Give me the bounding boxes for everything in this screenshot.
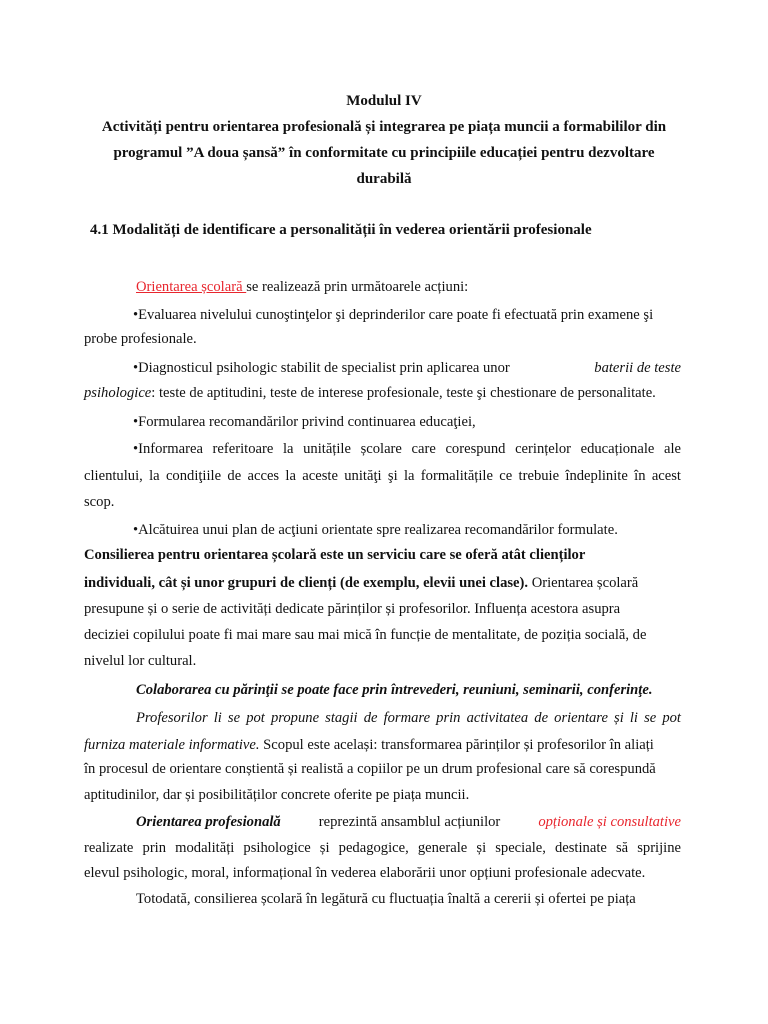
consilierea-line-5: nivelul lor cultural. [84, 653, 197, 669]
profesorilor-line-4: aptitudinilor, dar și posibilităților concrete oferite pe piața muncii. [84, 787, 470, 803]
profesorilor-line-2: furniza materiale informative. Scopul este același: transformarea părinților și profesorilor în aliați [84, 737, 654, 753]
title-line-2: programul ”A doua șansă” în conformitate cu principiile educației pentru dezvoltare [113, 145, 655, 161]
bullet-informare-line-1: •Informarea referitoare la unitățile școlare care corespund cerințelor educaționale ale [133, 441, 681, 457]
bullet-evaluare-line-2: probe profesionale. [84, 331, 197, 347]
bullet-diagnostic-line-1: •Diagnosticul psihologic stabilit de specialist prin aplicarea unor baterii de teste [133, 360, 681, 376]
bullet-evaluare-line-1: •Evaluarea nivelului cunoştinţelor şi deprinderilor care poate fi efectuată prin examene şi [133, 307, 654, 323]
profesorilor-line-3: în procesul de orientare conștientă și realistă a copiilor pe un drum profesional care să corespundă [84, 761, 656, 777]
consilierea-line-1: Consilierea pentru orientarea școlară este un serviciu care se oferă atât clienților [84, 547, 586, 563]
consilierea-line-3: presupune și o serie de activități dedicate părinților și profesorilor. Influența acestora asupra [84, 601, 621, 617]
module-title: Modulul IV [346, 93, 422, 109]
section-heading: 4.1 Modalități de identificare a personalității în vederea orientării profesionale [90, 222, 592, 238]
intro-text: se realizează prin următoarele acțiuni: [246, 279, 469, 295]
consilierea-line-2: individuali, cât și unor grupuri de clienți (de exemplu, elevii unei clase). Orientarea școlară [84, 575, 639, 591]
orientarea-profesionala-line-1: Orientarea profesională reprezintă ansamblul acțiunilor opționale și consultative [136, 814, 681, 830]
consilierea-line-4: deciziei copilului poate fi mai mare sau mai mică în funcție de mentalitate, de poziția socială, de [84, 627, 647, 643]
optionale-si-consultative: opționale și consultative [538, 814, 681, 830]
profesorilor-line-1: Profesorilor li se pot propune stagii de formare prin activitatea de orientare și li se pot [136, 710, 681, 726]
term-orientarea-profesionala: Orientarea profesională [136, 814, 281, 830]
bullet-formulare: •Formularea recomandărilor privind continuarea educaţiei, [133, 414, 476, 430]
bullet-informare-line-3: scop. [84, 494, 115, 510]
term-orientarea-scolara: Orientarea școlară [136, 279, 247, 295]
bullet-diagnostic-line-2: psihologice: teste de aptitudini, teste de interese profesionale, teste şi chestionare de personalitate. [84, 385, 656, 401]
colaborarea-line: Colaborarea cu părinţii se poate face prin întrevederi, reuniuni, seminarii, conferinţe. [136, 682, 653, 698]
title-line-1: Activități pentru orientarea profesională și integrarea pe piața muncii a formabililor din [101, 119, 667, 135]
orientarea-profesionala-line-2: realizate prin modalități psihologice și pedagogice, generale și speciale, destinate să sprijine [84, 840, 681, 856]
bullet-alcatuire: •Alcătuirea unui plan de acţiuni orientate spre realizarea recomandărilor formulate. [133, 522, 618, 538]
baterii-de-teste: baterii de teste [594, 360, 681, 376]
bullet-informare-line-2: clientului, la condiţiile de acces la aceste unităţi şi la formalitățile ce trebuie îndeplinite în acest [84, 468, 681, 484]
totodata-line: Totodată, consilierea școlară în legătură cu fluctuația înaltă a cererii și ofertei pe piața [136, 891, 636, 907]
title-line-3: durabilă [356, 171, 412, 187]
paragraph-intro [136, 280, 468, 295]
orientarea-profesionala-line-3: elevul psihologic, moral, informațional în vederea elaborării unor opțiuni profesionale adecvate. [84, 865, 646, 881]
